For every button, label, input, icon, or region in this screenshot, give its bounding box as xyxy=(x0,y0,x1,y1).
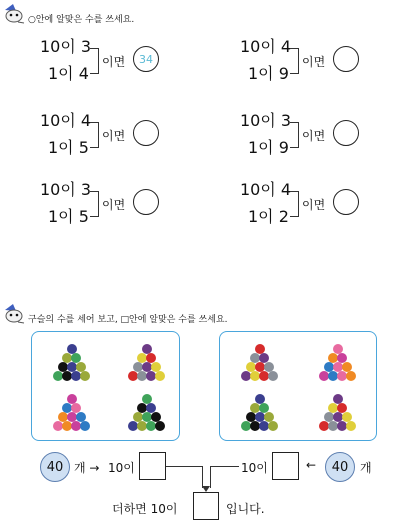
section2-instruction: 구슬의 수를 세어 보고, □안에 알맞은 수를 쓰세요. xyxy=(28,315,228,325)
mascot-icon-1 xyxy=(3,2,25,24)
answer-circle[interactable] xyxy=(133,189,159,215)
tens-text: 10이 4 xyxy=(240,180,292,199)
sum-suffix: 입니다. xyxy=(226,502,265,516)
connector-left xyxy=(166,466,202,467)
marble xyxy=(80,421,90,431)
sum-answer-box[interactable] xyxy=(193,492,219,520)
tens-text: 10이 3 xyxy=(40,180,92,199)
tens-text: 10이 4 xyxy=(40,111,92,130)
bracket-line xyxy=(90,191,99,217)
right-arrow: ← xyxy=(306,458,317,472)
connector-right xyxy=(210,466,239,467)
ones-text: 1이 9 xyxy=(248,64,289,83)
joiner-text: 이면 xyxy=(102,129,126,143)
joiner-text: 이면 xyxy=(302,198,326,212)
connector-right-down xyxy=(210,466,211,488)
left-tens-label: 10이 xyxy=(108,461,135,475)
ones-text: 1이 2 xyxy=(248,207,289,226)
ones-text: 1이 5 xyxy=(48,138,89,157)
joiner-text: 이면 xyxy=(102,198,126,212)
mascot-icon-2 xyxy=(3,302,25,324)
answer-circle[interactable]: 34 xyxy=(133,46,159,72)
marble xyxy=(155,421,165,431)
tens-text: 10이 3 xyxy=(40,37,92,56)
answer-circle[interactable] xyxy=(333,189,359,215)
left-unit-arrow: 개 → xyxy=(74,461,100,475)
bracket-line xyxy=(90,122,99,148)
ones-text: 1이 5 xyxy=(48,207,89,226)
bracket-line xyxy=(290,48,299,74)
left-answer-box[interactable] xyxy=(139,452,166,480)
joiner-text: 이면 xyxy=(302,129,326,143)
marble xyxy=(155,371,165,381)
tens-text: 10이 4 xyxy=(240,37,292,56)
tens-text: 10이 3 xyxy=(240,111,292,130)
right-tens-label: 10이 xyxy=(241,461,268,475)
marble xyxy=(80,371,90,381)
section1-instruction: ○안에 알맞은 수를 쓰세요. xyxy=(28,15,135,25)
connector-left-down xyxy=(202,466,203,488)
ones-text: 1이 9 xyxy=(248,138,289,157)
left-count-circle: 40 xyxy=(40,452,70,482)
bracket-line xyxy=(90,48,99,74)
marble xyxy=(268,421,278,431)
right-count-circle: 40 xyxy=(325,452,355,482)
marble xyxy=(268,371,278,381)
marble xyxy=(346,421,356,431)
joiner-text: 이면 xyxy=(302,55,326,69)
right-answer-box[interactable] xyxy=(272,452,299,480)
right-unit: 개 xyxy=(360,461,372,475)
sum-prefix: 더하면 10이 xyxy=(112,502,178,516)
answer-circle[interactable] xyxy=(333,46,359,72)
bracket-line xyxy=(290,191,299,217)
answer-circle[interactable] xyxy=(133,120,159,146)
marble xyxy=(346,371,356,381)
joiner-text: 이면 xyxy=(102,55,126,69)
answer-circle[interactable] xyxy=(333,120,359,146)
bracket-line xyxy=(290,122,299,148)
ones-text: 1이 4 xyxy=(48,64,89,83)
